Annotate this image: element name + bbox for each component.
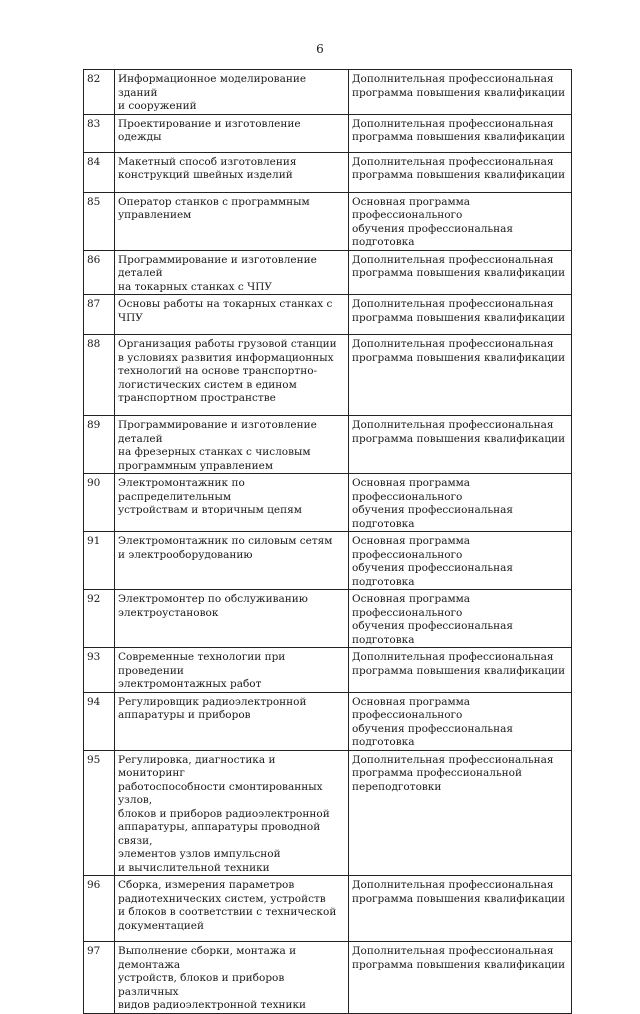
row-number: 89 xyxy=(84,416,115,474)
row-number: 97 xyxy=(84,942,115,1014)
program-type: Основная программа профессионального обучения профессиональная подготовка xyxy=(349,532,572,590)
program-name: Основы работы на токарных станках с ЧПУ xyxy=(115,295,349,335)
program-type: Основная программа профессионального обучения профессиональная подготовка xyxy=(349,590,572,648)
program-type: Дополнительная профессиональная программа повышения квалификации xyxy=(349,70,572,115)
program-type: Дополнительная профессиональная программа повышения квалификации xyxy=(349,295,572,335)
table-row xyxy=(84,474,572,532)
program-type: Дополнительная профессиональная программа повышения квалификации xyxy=(349,648,572,693)
row-number: 96 xyxy=(84,876,115,942)
program-name: Современные технологии при проведении электромонтажных работ xyxy=(115,648,349,693)
program-name: Электромонтажник по силовым сетям и электрооборудованию xyxy=(115,532,349,590)
row-number: 92 xyxy=(84,590,115,648)
table-row xyxy=(84,295,572,335)
row-number: 84 xyxy=(84,152,115,192)
program-type: Дополнительная профессиональная программа повышения квалификации xyxy=(349,152,572,192)
row-number: 87 xyxy=(84,295,115,335)
program-name: Регулировка, диагностика и мониторинг работоспособности смонтированных узлов, блоков и приборов радиоэлектронной аппаратуры, аппаратуры проводной связи, элементов узлов импульсной и вычислительной техники xyxy=(115,750,349,876)
table-row xyxy=(84,590,572,648)
program-name: Выполнение сборки, монтажа и демонтажа устройств, блоков и приборов различных видов радиоэлектронной техники xyxy=(115,942,349,1014)
row-number: 85 xyxy=(84,192,115,250)
row-number: 91 xyxy=(84,532,115,590)
row-number: 83 xyxy=(84,114,115,152)
row-number: 94 xyxy=(84,692,115,750)
table-row xyxy=(84,335,572,416)
table-row xyxy=(84,942,572,1014)
table-row xyxy=(84,750,572,876)
program-type: Дополнительная профессиональная программа повышения квалификации xyxy=(349,416,572,474)
row-number: 90 xyxy=(84,474,115,532)
program-name: Проектирование и изготовление одежды xyxy=(115,114,349,152)
row-number: 86 xyxy=(84,250,115,295)
table-row xyxy=(84,114,572,152)
program-name: Макетный способ изготовления конструкций швейных изделий xyxy=(115,152,349,192)
table-row xyxy=(84,70,572,115)
programs-table-body xyxy=(84,70,572,1014)
program-type: Основная программа профессионального обучения профессиональная подготовка xyxy=(349,192,572,250)
program-name: Информационное моделирование зданий и сооружений xyxy=(115,70,349,115)
programs-table xyxy=(83,69,572,1014)
table-row xyxy=(84,648,572,693)
program-type: Дополнительная профессиональная программа повышения квалификации xyxy=(349,335,572,416)
table-row xyxy=(84,152,572,192)
program-type: Основная программа профессионального обучения профессиональная подготовка xyxy=(349,474,572,532)
program-type: Дополнительная профессиональная программа повышения квалификации xyxy=(349,250,572,295)
table-row xyxy=(84,532,572,590)
row-number: 88 xyxy=(84,335,115,416)
row-number: 82 xyxy=(84,70,115,115)
table-row xyxy=(84,192,572,250)
page-number: 6 xyxy=(316,42,324,56)
table-row xyxy=(84,250,572,295)
program-name: Сборка, измерения параметров радиотехнических систем, устройств и блоков в соответствии с технической документацией xyxy=(115,876,349,942)
program-type: Основная программа профессионального обучения профессиональная подготовка xyxy=(349,692,572,750)
program-type: Дополнительная профессиональная программа повышения квалификации xyxy=(349,876,572,942)
table-row xyxy=(84,692,572,750)
program-type: Дополнительная профессиональная программа повышения квалификации xyxy=(349,114,572,152)
row-number: 95 xyxy=(84,750,115,876)
program-name: Программирование и изготовление деталей на токарных станках с ЧПУ xyxy=(115,250,349,295)
program-name: Электромонтер по обслуживанию электроустановок xyxy=(115,590,349,648)
row-number: 93 xyxy=(84,648,115,693)
program-type: Дополнительная профессиональная программа профессиональной переподготовки xyxy=(349,750,572,876)
program-name: Программирование и изготовление деталей на фрезерных станках с числовым программным управлением xyxy=(115,416,349,474)
table-row xyxy=(84,876,572,942)
table-row xyxy=(84,416,572,474)
program-name: Электромонтажник по распределительным устройствам и вторичным цепям xyxy=(115,474,349,532)
program-name: Регулировщик радиоэлектронной аппаратуры и приборов xyxy=(115,692,349,750)
program-name: Оператор станков с программным управлением xyxy=(115,192,349,250)
program-name: Организация работы грузовой станции в условиях развития информационных технологий на основе транспортно- логистических систем в едином транспортном пространстве xyxy=(115,335,349,416)
program-type: Дополнительная профессиональная программа повышения квалификации xyxy=(349,942,572,1014)
